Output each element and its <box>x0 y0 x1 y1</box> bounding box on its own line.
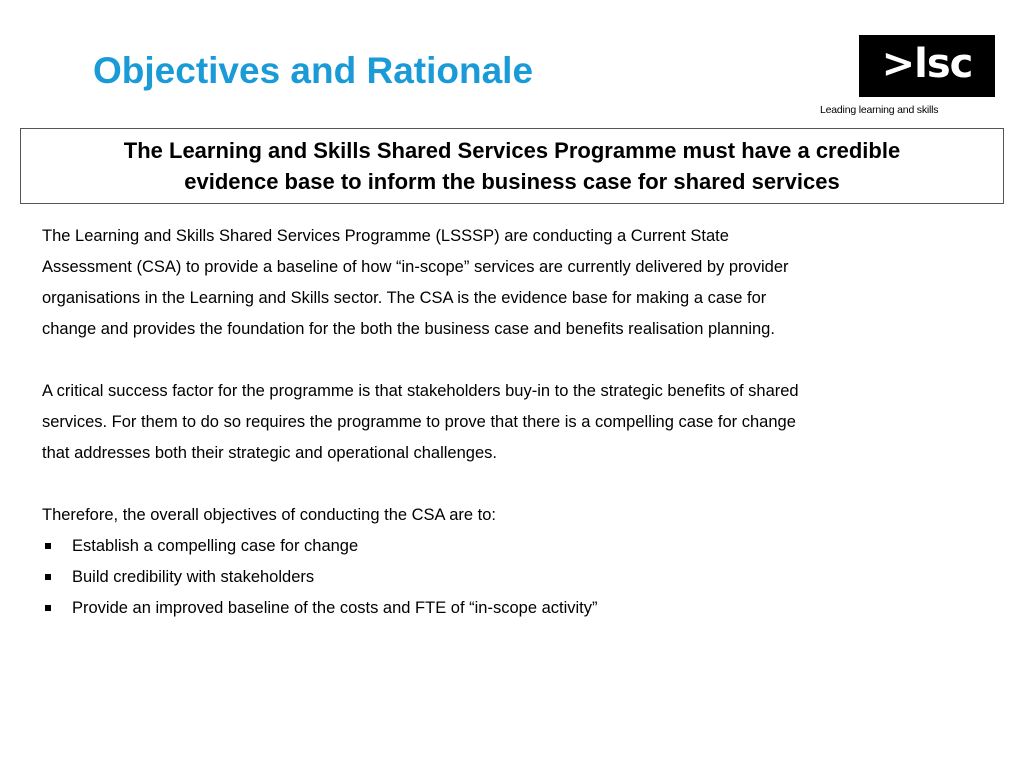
list-item-text: Establish a compelling case for change <box>72 537 359 555</box>
callout-text <box>124 135 900 197</box>
paragraph-spacer <box>42 345 992 376</box>
paragraph-2 <box>42 376 992 469</box>
objectives-intro: Therefore, the overall objectives of conducting the CSA are to: <box>42 506 497 524</box>
logo-tagline: Leading learning and skills <box>820 104 939 116</box>
paragraph-line: Assessment (CSA) to provide a baseline of how “in-scope” services are currently delivered by provider <box>42 258 789 276</box>
objectives-list <box>42 531 992 624</box>
square-bullet-icon <box>45 574 51 580</box>
page-title: Objectives and Rationale <box>93 50 534 91</box>
list-item-text: Build credibility with stakeholders <box>72 568 315 586</box>
paragraph-line: organisations in the Learning and Skills sector. The CSA is the evidence base for making a case for <box>42 289 767 307</box>
square-bullet-icon <box>45 605 51 611</box>
callout-line-2: evidence base to inform the business case for shared services <box>184 169 840 194</box>
paragraph-line: The Learning and Skills Shared Services Programme (LSSSP) are conducting a Current State <box>42 227 729 245</box>
paragraph-line: A critical success factor for the programme is that stakeholders buy-in to the strategic benefits of shared <box>42 382 799 400</box>
body-content <box>42 221 992 624</box>
paragraph-1 <box>42 221 992 345</box>
paragraph-line: that addresses both their strategic and operational challenges. <box>42 444 497 462</box>
logo-mark: >lsc <box>881 41 973 87</box>
square-bullet-icon <box>45 543 51 549</box>
paragraph-line: change and provides the foundation for the both the business case and benefits realisation planning. <box>42 320 775 338</box>
paragraph-spacer <box>42 469 992 500</box>
lsc-logo <box>859 35 995 97</box>
list-item <box>42 531 992 562</box>
callout-box <box>20 128 1004 204</box>
list-item-text: Provide an improved baseline of the costs and FTE of “in-scope activity” <box>72 599 598 617</box>
list-item <box>42 593 992 624</box>
list-item <box>42 562 992 593</box>
callout-line-1: The Learning and Skills Shared Services Programme must have a credible <box>123 138 901 163</box>
paragraph-line: services. For them to do so requires the programme to prove that there is a compelling case for change <box>42 413 796 431</box>
